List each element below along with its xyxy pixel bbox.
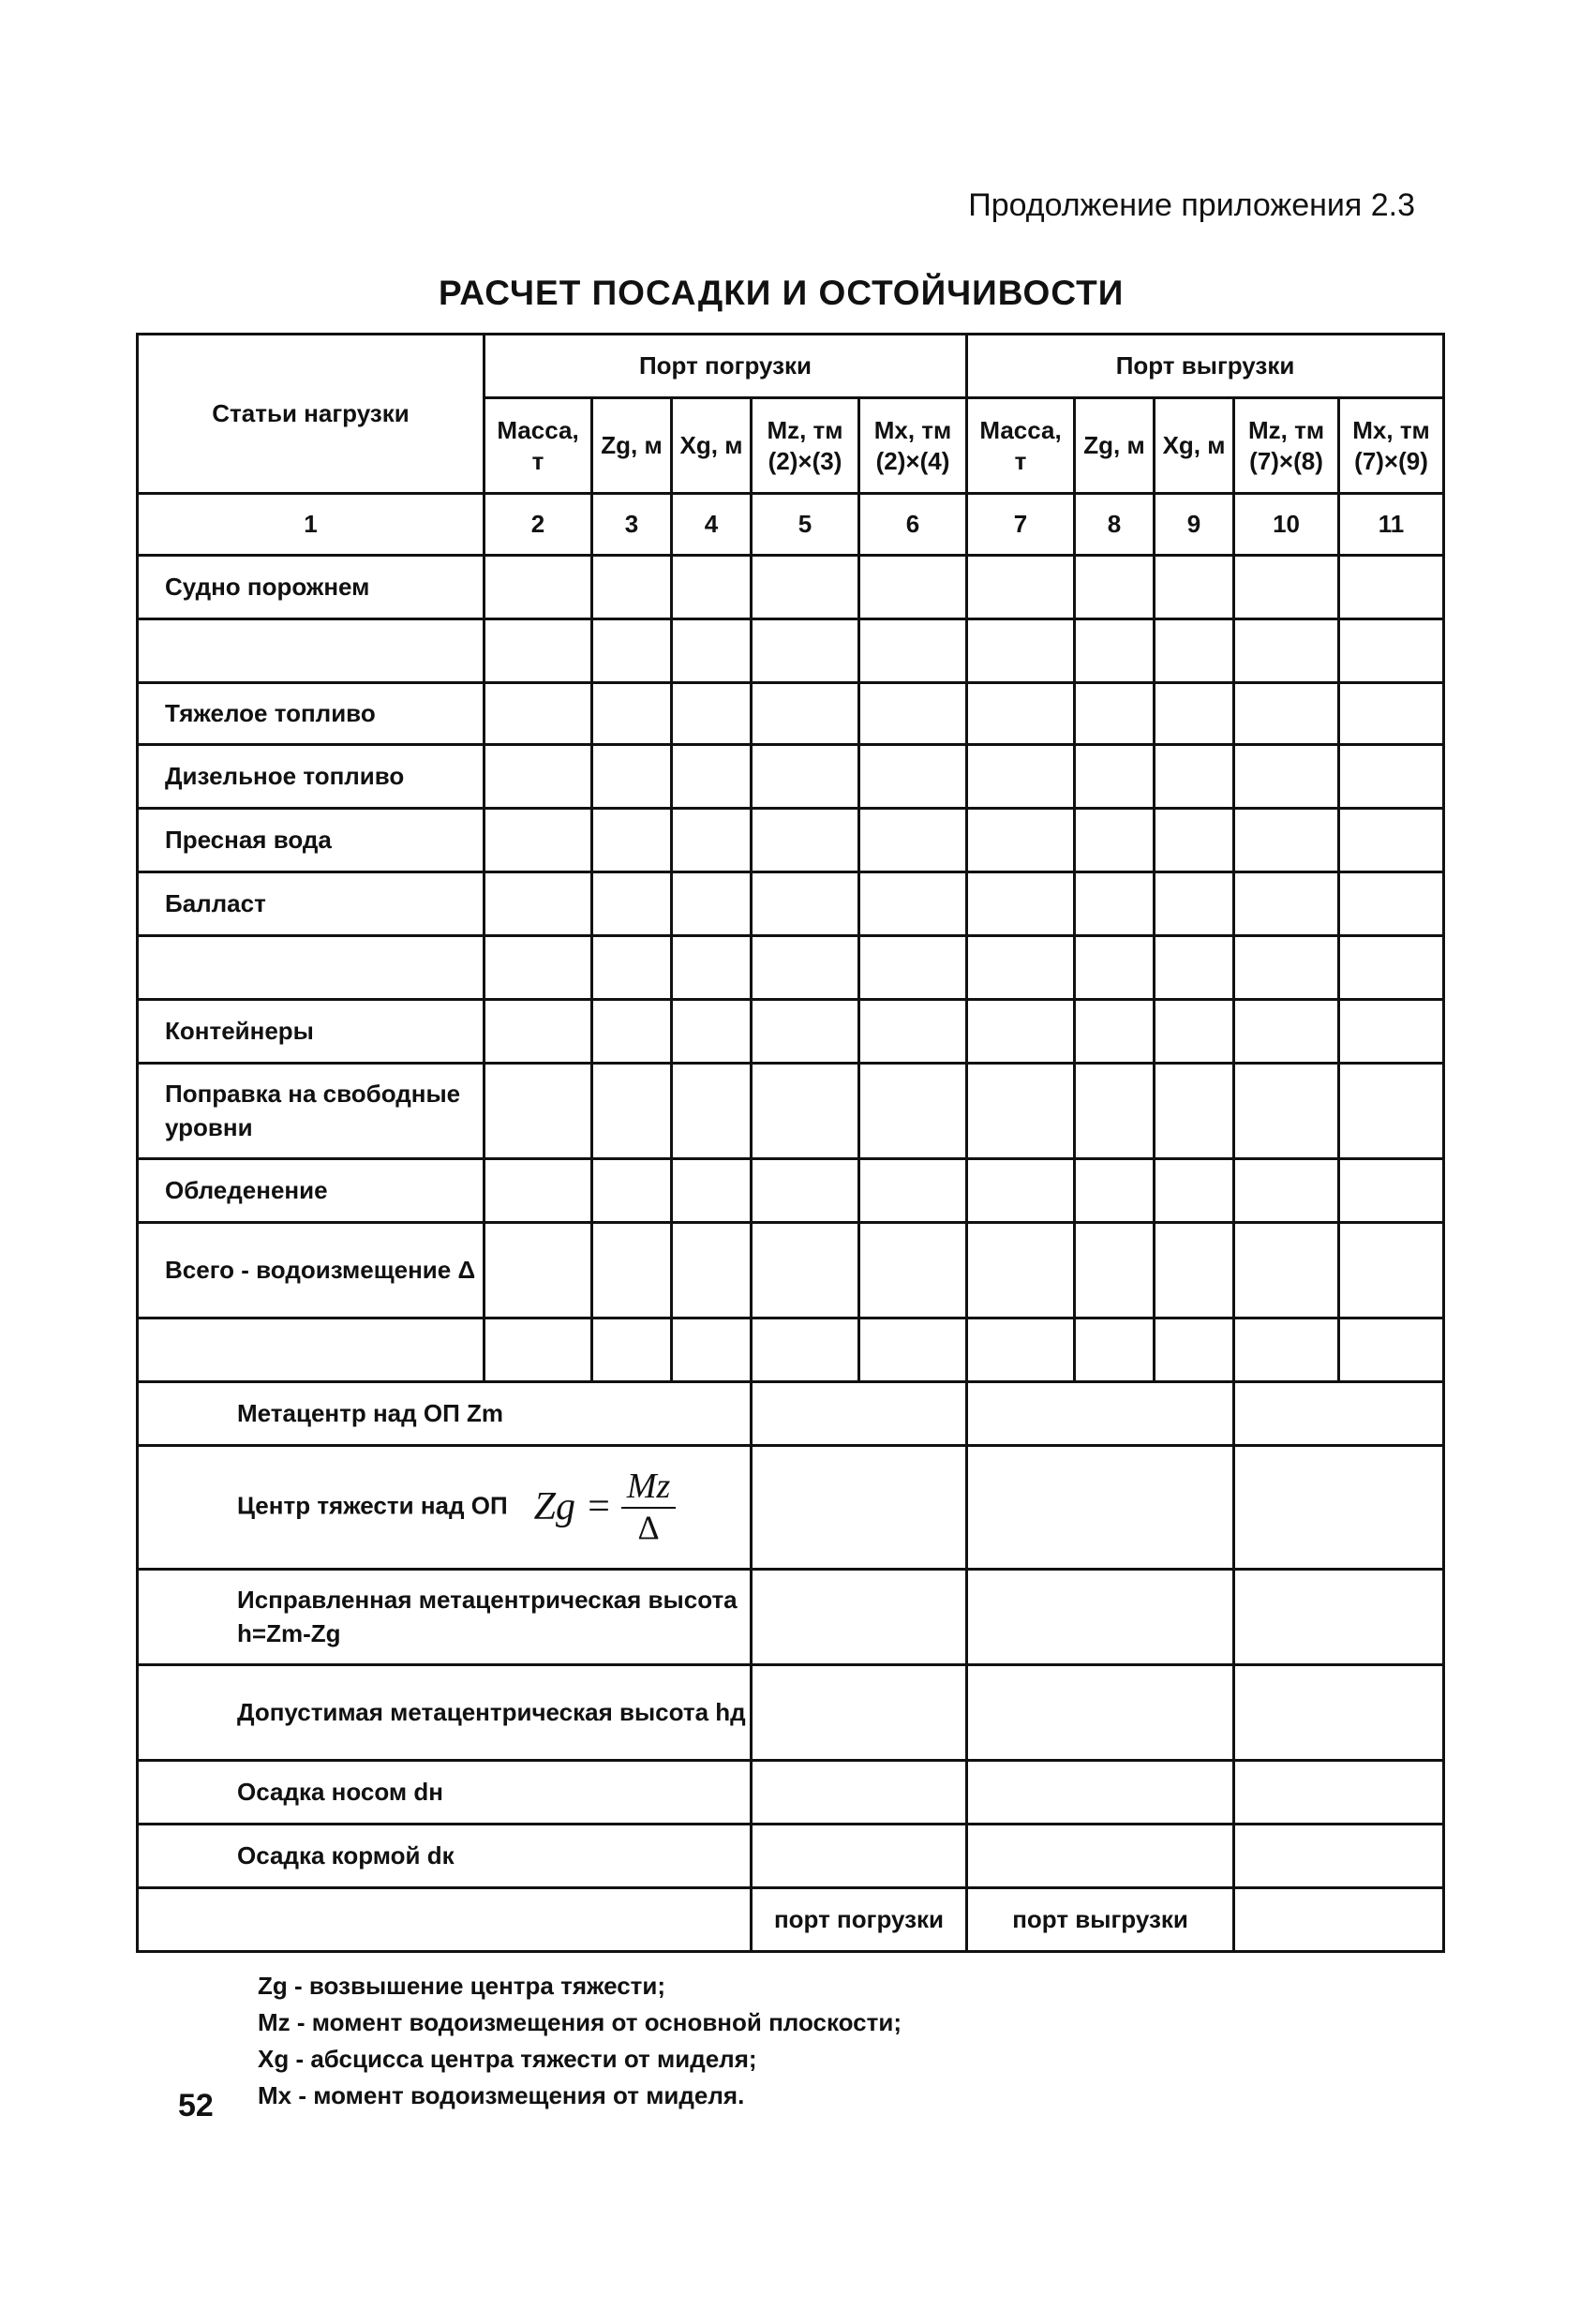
cell xyxy=(1234,1159,1339,1223)
cell xyxy=(1075,1223,1155,1318)
cell xyxy=(752,1825,967,1888)
cell xyxy=(592,1064,672,1159)
cell xyxy=(1234,1318,1339,1382)
cell xyxy=(1075,1159,1155,1223)
cell xyxy=(1155,556,1234,619)
cell xyxy=(1234,1888,1444,1952)
cell xyxy=(859,1000,967,1064)
cell xyxy=(967,809,1075,872)
cell xyxy=(1339,1159,1444,1223)
mx-header-line2: (7)×(9) xyxy=(1354,446,1428,475)
cell xyxy=(967,1064,1075,1159)
cell xyxy=(752,809,859,872)
cell xyxy=(967,1570,1234,1665)
table-row xyxy=(138,1223,1444,1318)
cell xyxy=(859,872,967,936)
cell xyxy=(1339,683,1444,745)
formula-numerator: Mz xyxy=(621,1467,676,1509)
cell xyxy=(1155,1223,1234,1318)
mx-header-line2: (2)×(4) xyxy=(875,446,950,475)
draft-bow-label xyxy=(138,1761,752,1825)
table-row xyxy=(138,1318,1444,1382)
cog-formula xyxy=(534,1467,677,1547)
formula-lhs: Zg xyxy=(533,1485,575,1529)
cell xyxy=(752,1382,967,1446)
cell xyxy=(1339,809,1444,872)
cell xyxy=(752,1064,859,1159)
cell xyxy=(1234,809,1339,872)
mass-header xyxy=(967,398,1075,494)
mz-header xyxy=(1234,398,1339,494)
cell xyxy=(1234,1761,1444,1825)
cell xyxy=(967,1223,1075,1318)
cell xyxy=(592,745,672,809)
cell xyxy=(1075,1318,1155,1382)
table-row xyxy=(138,872,1444,936)
row-label-text: Осадка носом dн xyxy=(237,1777,443,1806)
cell xyxy=(1155,683,1234,745)
cell xyxy=(859,1064,967,1159)
cell xyxy=(484,619,592,683)
col-number: 4 xyxy=(672,494,752,556)
cell xyxy=(592,556,672,619)
cell xyxy=(484,936,592,1000)
cell xyxy=(1339,619,1444,683)
cell xyxy=(1234,556,1339,619)
cell xyxy=(484,1159,592,1223)
cell xyxy=(859,619,967,683)
cell xyxy=(1339,936,1444,1000)
table-row xyxy=(138,936,1444,1000)
cell xyxy=(967,936,1075,1000)
mass-header-line2: т xyxy=(531,446,544,475)
mx-header-line1: Mx, тм xyxy=(873,416,952,444)
cell xyxy=(592,683,672,745)
cell xyxy=(484,1318,592,1382)
cell xyxy=(752,872,859,936)
cell xyxy=(1339,872,1444,936)
cell xyxy=(672,1318,752,1382)
note-xg: Xg - абсцисса центра тяжести от миделя; xyxy=(258,2045,757,2073)
row-label-text: Допустимая метацентрическая высота hд xyxy=(237,1697,746,1726)
table-row xyxy=(138,1761,1444,1825)
cog-label xyxy=(138,1446,752,1570)
cell xyxy=(1075,745,1155,809)
row-label-text: Метацентр над ОП Zm xyxy=(237,1398,503,1427)
xg-header xyxy=(1155,398,1234,494)
notes xyxy=(258,1968,902,2114)
xg-header xyxy=(672,398,752,494)
cell xyxy=(484,683,592,745)
row-label: Балласт xyxy=(138,872,484,936)
cell xyxy=(1155,619,1234,683)
cell xyxy=(752,1570,967,1665)
cell xyxy=(672,1064,752,1159)
cell xyxy=(1075,1064,1155,1159)
cell xyxy=(1234,1382,1444,1446)
allowed-gm-label xyxy=(138,1665,752,1761)
cell xyxy=(1339,1223,1444,1318)
cell xyxy=(967,1665,1234,1761)
cell xyxy=(1075,1000,1155,1064)
table-row xyxy=(138,1446,1444,1570)
cell xyxy=(1234,1665,1444,1761)
col-number: 8 xyxy=(1075,494,1155,556)
cell xyxy=(592,809,672,872)
row-label: Контейнеры xyxy=(138,1000,484,1064)
cell xyxy=(859,683,967,745)
cell xyxy=(752,1223,859,1318)
table-row xyxy=(138,745,1444,809)
cell xyxy=(752,683,859,745)
col-number: 9 xyxy=(1155,494,1234,556)
cell xyxy=(484,1064,592,1159)
cell xyxy=(1155,745,1234,809)
mx-header-line1: Mx, тм xyxy=(1352,416,1430,444)
cell xyxy=(484,809,592,872)
xg-header-text: Xg, м xyxy=(679,431,743,460)
mx-header xyxy=(859,398,967,494)
load-rows xyxy=(138,556,1444,1382)
cell xyxy=(1234,1000,1339,1064)
cell xyxy=(752,619,859,683)
cell xyxy=(672,936,752,1000)
row-label: Всего - водоизмещение Δ xyxy=(138,1223,484,1318)
cell xyxy=(967,1000,1075,1064)
cell xyxy=(1339,556,1444,619)
cell xyxy=(592,619,672,683)
row-label xyxy=(138,1318,484,1382)
cell xyxy=(1234,1570,1444,1665)
cell xyxy=(1234,1223,1339,1318)
items-header: Статьи нагрузки xyxy=(138,335,484,494)
cell xyxy=(967,1446,1234,1570)
mz-header-line2: (7)×(8) xyxy=(1249,446,1323,475)
cell xyxy=(1075,936,1155,1000)
cell xyxy=(1234,683,1339,745)
cell xyxy=(1339,1064,1444,1159)
cell xyxy=(1234,745,1339,809)
mass-header-line2: т xyxy=(1014,446,1027,475)
col-number: 7 xyxy=(967,494,1075,556)
page-title: РАСЧЕТ ПОСАДКИ И ОСТОЙЧИВОСТИ xyxy=(439,274,1125,312)
zg-header-text: Zg, м xyxy=(601,431,663,460)
cell xyxy=(672,745,752,809)
mass-header xyxy=(484,398,592,494)
cell xyxy=(484,872,592,936)
col-number: 5 xyxy=(752,494,859,556)
cell xyxy=(592,936,672,1000)
mz-header xyxy=(752,398,859,494)
note-mx: Mx - момент водоизмещения от миделя. xyxy=(258,2081,745,2109)
cell xyxy=(1234,936,1339,1000)
formula-fraction xyxy=(621,1467,676,1547)
unloading-port-header: Порт выгрузки xyxy=(967,335,1444,398)
row-label: Судно порожнем xyxy=(138,556,484,619)
table-row xyxy=(138,1159,1444,1223)
page-heading: Продолжение приложения 2.3 xyxy=(968,187,1415,223)
row-label: Дизельное топливо xyxy=(138,745,484,809)
cell xyxy=(1075,556,1155,619)
row-label-text: Исправленная метацентрическая высота h=Zm-Zg xyxy=(237,1586,738,1647)
cell xyxy=(1339,1000,1444,1064)
cell xyxy=(484,1223,592,1318)
row-label xyxy=(138,619,484,683)
cell xyxy=(859,556,967,619)
cell xyxy=(752,1000,859,1064)
cell xyxy=(1155,1000,1234,1064)
cell xyxy=(752,1665,967,1761)
cell xyxy=(1155,1159,1234,1223)
zg-header-text: Zg, м xyxy=(1083,431,1145,460)
table-row xyxy=(138,1382,1444,1446)
table-row xyxy=(138,1825,1444,1888)
row-label: Обледенение xyxy=(138,1159,484,1223)
cell xyxy=(1155,809,1234,872)
table-row xyxy=(138,619,1444,683)
cell xyxy=(752,556,859,619)
cell xyxy=(1339,745,1444,809)
row-label xyxy=(138,936,484,1000)
cell xyxy=(1155,936,1234,1000)
col-number: 10 xyxy=(1234,494,1339,556)
cell xyxy=(859,1318,967,1382)
row-label-text: Осадка кормой dк xyxy=(237,1840,455,1870)
cell xyxy=(967,745,1075,809)
row-label-text: Центр тяжести над ОП xyxy=(237,1491,508,1520)
cell xyxy=(484,1000,592,1064)
cell xyxy=(592,1318,672,1382)
note-mz: Mz - момент водоизмещения от основной плоскости; xyxy=(258,2008,902,2036)
cell xyxy=(484,745,592,809)
cell xyxy=(859,1223,967,1318)
mz-header-line1: Mz, тм xyxy=(1247,416,1325,444)
cell xyxy=(967,1382,1234,1446)
cell xyxy=(859,809,967,872)
cell xyxy=(592,1000,672,1064)
mx-header xyxy=(1339,398,1444,494)
cell xyxy=(138,1888,752,1952)
cell xyxy=(859,936,967,1000)
col-number: 2 xyxy=(484,494,592,556)
cell xyxy=(967,683,1075,745)
cell xyxy=(752,1318,859,1382)
cell xyxy=(967,1159,1075,1223)
row-label: Тяжелое топливо xyxy=(138,683,484,745)
corrected-gm-label xyxy=(138,1570,752,1665)
table-row xyxy=(138,1888,1444,1952)
cell xyxy=(752,1159,859,1223)
cell xyxy=(1155,872,1234,936)
draft-stern-label xyxy=(138,1825,752,1888)
cell xyxy=(967,619,1075,683)
zg-header xyxy=(1075,398,1155,494)
cell xyxy=(672,1223,752,1318)
mz-header-line2: (2)×(3) xyxy=(768,446,842,475)
table-row xyxy=(138,556,1444,619)
table-row xyxy=(138,809,1444,872)
formula-denominator: Δ xyxy=(637,1508,660,1546)
cell xyxy=(1155,1318,1234,1382)
cell xyxy=(592,872,672,936)
col-number: 1 xyxy=(138,494,484,556)
stability-table xyxy=(136,333,1445,1953)
cell xyxy=(1339,1318,1444,1382)
cell xyxy=(672,683,752,745)
cell xyxy=(1075,619,1155,683)
table-row xyxy=(138,683,1444,745)
cell xyxy=(672,809,752,872)
cell xyxy=(1075,872,1155,936)
cell xyxy=(967,1318,1075,1382)
table-row xyxy=(138,1064,1444,1159)
cell xyxy=(672,1000,752,1064)
cell xyxy=(859,1159,967,1223)
table-row xyxy=(138,1000,1444,1064)
cell xyxy=(672,619,752,683)
cell xyxy=(1075,683,1155,745)
cell xyxy=(752,1761,967,1825)
cell xyxy=(967,1825,1234,1888)
footer-unloading: порт выгрузки xyxy=(967,1888,1234,1952)
mass-header-line1: Масса, xyxy=(979,416,1062,444)
cell xyxy=(752,1446,967,1570)
cell xyxy=(672,556,752,619)
col-number: 3 xyxy=(592,494,672,556)
row-label: Поправка на свободные уровни xyxy=(138,1064,484,1159)
cell xyxy=(752,936,859,1000)
cell xyxy=(484,556,592,619)
footer-loading: порт погрузки xyxy=(752,1888,967,1952)
page-number: 52 xyxy=(178,2088,214,2123)
loading-port-header: Порт погрузки xyxy=(484,335,967,398)
mass-header-line1: Масса, xyxy=(497,416,579,444)
cell xyxy=(967,556,1075,619)
cell xyxy=(1234,619,1339,683)
cell xyxy=(592,1223,672,1318)
zg-header xyxy=(592,398,672,494)
cell xyxy=(592,1159,672,1223)
cell xyxy=(1155,1064,1234,1159)
cell xyxy=(1234,1825,1444,1888)
table-row xyxy=(138,1665,1444,1761)
cell xyxy=(752,745,859,809)
cell xyxy=(967,872,1075,936)
note-zg: Zg - возвышение центра тяжести; xyxy=(258,1972,666,2000)
cell xyxy=(967,1761,1234,1825)
cell xyxy=(1234,1446,1444,1570)
cell xyxy=(672,872,752,936)
formula-equals: = xyxy=(585,1485,612,1529)
cell xyxy=(1234,872,1339,936)
mz-header-line1: Mz, тм xyxy=(767,416,843,444)
stability-rows xyxy=(138,1382,1444,1952)
xg-header-text: Xg, м xyxy=(1162,431,1226,460)
col-number: 11 xyxy=(1339,494,1444,556)
cell xyxy=(1075,809,1155,872)
row-label: Пресная вода xyxy=(138,809,484,872)
table-row xyxy=(138,1570,1444,1665)
cell xyxy=(672,1159,752,1223)
cell xyxy=(859,745,967,809)
col-number: 6 xyxy=(859,494,967,556)
metacenter-label xyxy=(138,1382,752,1446)
cell xyxy=(1234,1064,1339,1159)
